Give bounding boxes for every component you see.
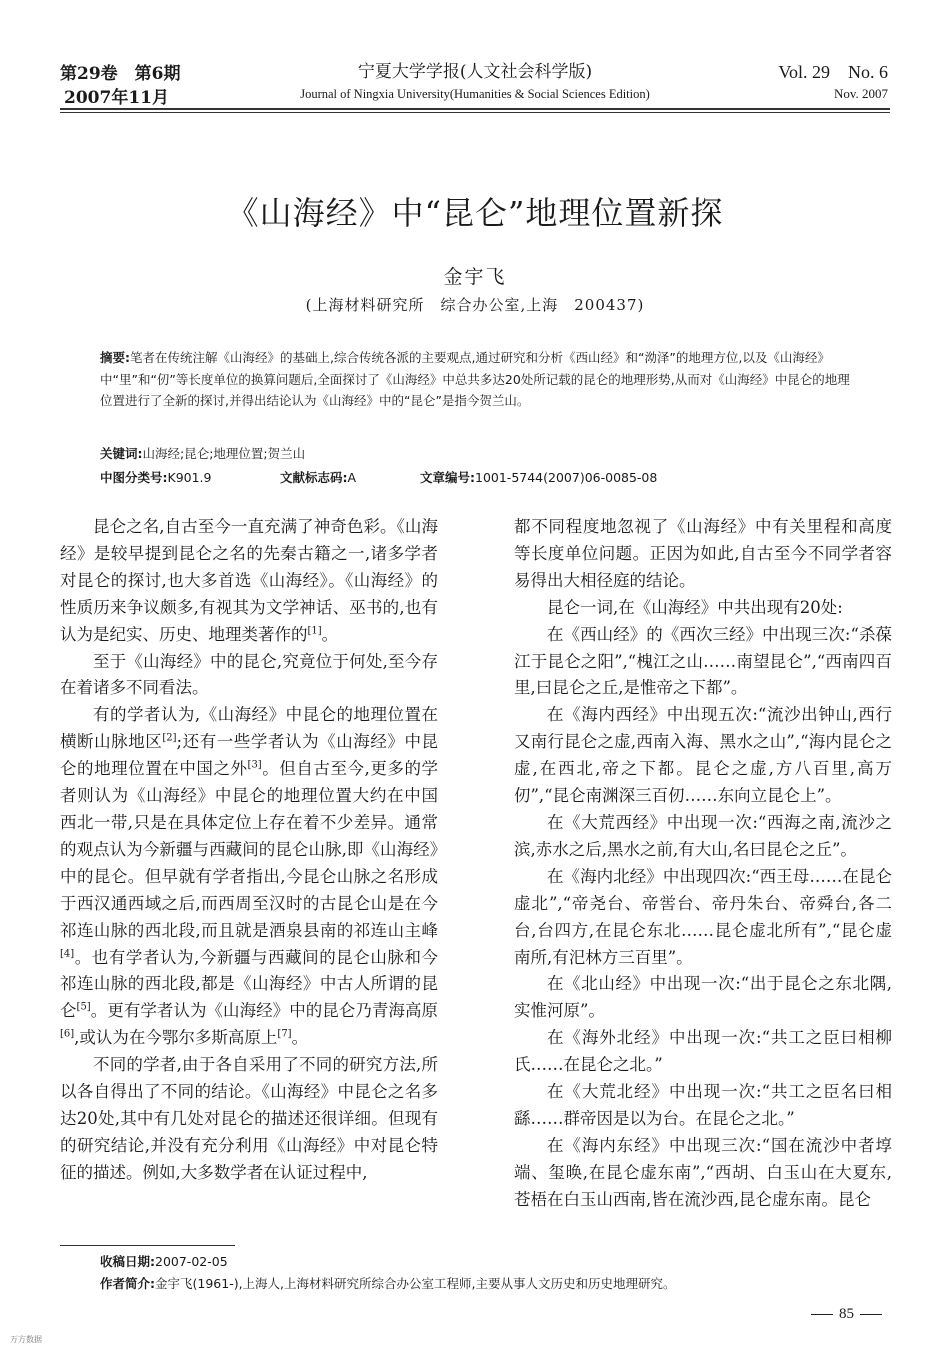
footnote-received xyxy=(100,1252,228,1272)
article-title: 《山海经》中“昆仑”地理位置新探 xyxy=(226,194,724,232)
paragraph-text: 有的学者认为,《山海经》中昆仑的地理位置在横断山脉地区 xyxy=(60,705,438,752)
body-paragraph: 在《大荒西经》中出现一次:“西海之南,流沙之滨,赤水之后,黑水之前,有大山,名曰昆仑之丘”。 xyxy=(514,812,892,859)
watermark: 万方数据 xyxy=(10,1335,42,1344)
doc-code xyxy=(280,468,420,488)
header-date-en: Nov. 2007 xyxy=(833,86,888,101)
paragraph-text: 。 xyxy=(291,1028,309,1048)
citation-ref: [6] xyxy=(60,1028,75,1040)
keywords-label: 关键词: xyxy=(100,446,143,461)
header-volume-en-block xyxy=(778,60,888,104)
clc-value: K901.9 xyxy=(167,470,212,485)
page-number-dash-left xyxy=(811,1314,833,1315)
clc-code xyxy=(100,468,280,488)
body-paragraph: 在《海内北经》中出现四次:“西王母……在昆仑虚北”,“帝尧台、帝喾台、帝丹朱台、帝舜台,各二台,台四方,在昆仑东北……昆仑虚北所有”,“昆仑虚南所,有汜林方三百里”。 xyxy=(514,866,892,967)
abstract xyxy=(100,347,850,412)
doc-value: A xyxy=(347,470,357,485)
keywords-text: 山海经;昆仑;地理位置;贺兰山 xyxy=(142,446,306,461)
article-affiliation: (上海材料研究所 综合办公室,上海 200437) xyxy=(305,296,645,314)
keywords xyxy=(100,444,850,464)
bio-label: 作者简介: xyxy=(100,1276,155,1291)
classification-line xyxy=(100,468,860,488)
header-journal-cn: 宁夏大学学报(人文社会科学版) xyxy=(357,62,593,82)
paragraph-text: 。但自古至今,更多的学者则认为《山海经》中昆仑的地理位置大约在中国西北一带,只是在具体定位上存在着不少差异。通常的观点认为今新疆与西藏间的昆仑山脉,即《山海经》中的昆仑。但早就有学者指出,今昆仑山脉之名形成于西汉通西域之后,而西周至汉时的古昆仑山是在今祁连山脉的西北段,而且就是酒泉县南的祁连山主峰 xyxy=(60,759,439,940)
abstract-text: 笔者在传统注解《山海经》的基础上,综合传统各派的主要观点,通过研究和分析《西山经》和“泑泽”的地理方位,以及《山海经》中“里”和“仞”等长度单位的换算问题后,全面探讨了《山海经》中总共多达20处所记载的昆仑的地理形势,从而对《山海经》中昆仑的地理位置进行了全新的探讨,并得出结论认为《山海经》中的“昆仑”是指今贺兰山。 xyxy=(100,350,850,408)
received-value: 2007-02-05 xyxy=(155,1254,228,1269)
header-volume-block xyxy=(60,62,181,110)
citation-ref: [5] xyxy=(76,1001,91,1013)
body-paragraph: 在《海内东经》中出现三次:“国在流沙中者埻端、玺㬇,在昆仑虚东南”,“西胡、白玉山在大夏东,苍梧在白玉山西南,皆在流沙西,昆仑虚东南。昆仑 xyxy=(514,1135,892,1209)
page-number-text: 85 xyxy=(839,1306,854,1322)
page-number xyxy=(805,1306,888,1323)
body-paragraph: 在《西山经》的《西次三经》中出现三次:“杀葆江于昆仑之阳”,“槐江之山……南望昆仑”,“西南四百里,曰昆仑之丘,是惟帝之下都”。 xyxy=(514,624,892,698)
body-paragraph: 在《海内西经》中出现五次:“流沙出钟山,西行又南行昆仑之虚,西南入海、黑水之山”,“海内昆仑之虚,在西北,帝之下都。昆仑之虚,方八百里,高万仞”,“昆仑南渊深三百仞……东向立昆仑上”。 xyxy=(514,705,892,806)
bio-value: 金宇飞(1961-),上海人,上海材料研究所综合办公室工程师,主要从事人文历史和历史地理研究。 xyxy=(155,1276,676,1291)
body-left-column xyxy=(60,514,438,1187)
art-value: 1001-5744(2007)06-0085-08 xyxy=(475,470,658,485)
paragraph-text: 不同的学者,由于各自采用了不同的研究方法,所以各自得出了不同的结论。《山海经》中昆仑之名多达20处,其中有几处对昆仑的描述还很详细。但现有的研究结论,并没有充分利用《山海经》中对昆仑特征的描述。例如,大多数学者在认证过程中, xyxy=(60,1055,438,1182)
article-number xyxy=(420,468,657,488)
body-paragraph: 在《北山经》中出现一次:“出于昆仑之东北隅,实惟河原”。 xyxy=(514,974,892,1021)
page-number-dash-right xyxy=(860,1314,882,1315)
header-journal-en: Journal of Ningxia University(Humanities & Social Sciences Edition) xyxy=(300,87,650,101)
paragraph-text: ,或认为在今鄂尔多斯高原上 xyxy=(74,1028,278,1048)
body-paragraph: 在《海外北经》中出现一次:“共工之臣曰相柳氏……在昆仑之北。” xyxy=(514,1028,892,1075)
paragraph-text: 。 xyxy=(321,624,339,644)
body-right-column xyxy=(514,514,892,1214)
body-paragraph: 昆仑一词,在《山海经》中共出现有20处: xyxy=(547,597,843,617)
header-vol-issue-cn: 第29卷 第6期 xyxy=(60,64,181,84)
citation-ref: [7] xyxy=(277,1028,292,1040)
paragraph-text: ;还有一些学者认为《山海经》中昆仑的地理位置在中国之外 xyxy=(60,732,439,779)
header-date-cn: 2007年11月 xyxy=(64,88,169,108)
citation-ref: [3] xyxy=(247,759,262,771)
body-paragraph: 在《大荒北经》中出现一次:“共工之臣名曰相繇……群帝因是以为台。在昆仑之北。” xyxy=(514,1082,892,1128)
paragraph-text: 。也有学者认为,今新疆与西藏间的昆仑山脉和今祁连山脉的西北段,都是《山海经》中古人所谓的昆仑 xyxy=(60,947,438,1021)
header-vol-issue-en: Vol. 29 No. 6 xyxy=(778,62,888,82)
paragraph-text: 昆仑之名,自古至今一直充满了神奇色彩。《山海经》是较早提到昆仑之名的先秦古籍之一,诸多学者对昆仑的探讨,也大多首选《山海经》。《山海经》的性质历来争议颇多,有视其为文学神话、巫书的,也有认为是纪实、历史、地理类著作的 xyxy=(60,517,438,644)
clc-label: 中图分类号: xyxy=(100,470,168,485)
paragraph-text: 。更有学者认为《山海经》中的昆仑乃青海高原 xyxy=(90,1001,439,1021)
paragraph-text: 至于《山海经》中的昆仑,究竟位于何处,至今存在着诸多不同看法。 xyxy=(60,651,438,698)
art-label: 文章编号: xyxy=(420,470,475,485)
citation-ref: [4] xyxy=(60,948,75,959)
footnote-rule xyxy=(60,1245,235,1246)
body-paragraph xyxy=(60,702,438,1052)
citation-ref: [1] xyxy=(307,625,322,637)
doc-label: 文献标志码: xyxy=(280,470,348,485)
citation-ref: [2] xyxy=(162,732,177,744)
body-paragraph xyxy=(60,514,438,649)
body-paragraph: 都不同程度地忽视了《山海经》中有关里程和高度等长度单位问题。正因为如此,自古至今不同学者容易得出大相径庭的结论。 xyxy=(514,517,892,590)
received-label: 收稿日期: xyxy=(100,1254,155,1269)
header-rule-thin xyxy=(60,112,890,113)
article-author: 金宇飞 xyxy=(443,266,507,288)
header-rule-thick xyxy=(60,108,890,110)
body-paragraph xyxy=(60,649,438,703)
body-paragraph xyxy=(60,1052,438,1187)
abstract-label: 摘要: xyxy=(100,350,130,365)
footnote-author-bio xyxy=(100,1274,676,1294)
header-journal-block xyxy=(240,60,710,104)
